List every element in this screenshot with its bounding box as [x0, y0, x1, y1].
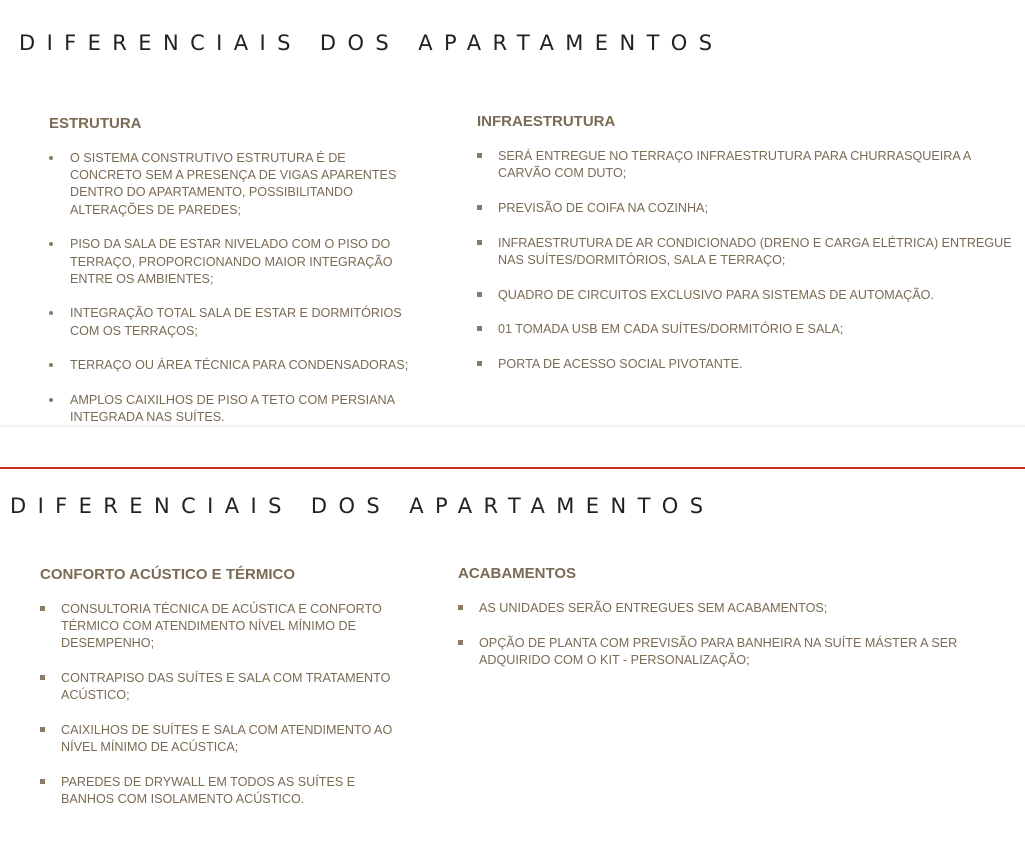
- bullet-square-icon: [477, 292, 482, 297]
- list-item: PISO DA SALA DE ESTAR NIVELADO COM O PISO DO TERRAÇO, PROPORCIONANDO MAIOR INTEGRAÇÃO ENTRE OS AMBIENTES;: [49, 236, 409, 288]
- bullet-square-icon: [40, 675, 45, 680]
- section-acabamentos: [458, 565, 1022, 687]
- bullet-list: [40, 601, 400, 808]
- bullet-list: [49, 150, 409, 426]
- slide-diferenciais-1: [0, 0, 1025, 427]
- bullet-square-icon: [40, 606, 45, 611]
- list-item: PORTA DE ACESSO SOCIAL PIVOTANTE.: [477, 356, 1022, 373]
- section-heading: INFRAESTRUTURA: [477, 113, 616, 130]
- bullet-square-icon: [477, 153, 482, 158]
- section-heading: CONFORTO ACÚSTICO E TÉRMICO: [40, 566, 295, 583]
- bullet-list: [477, 148, 1022, 373]
- bullet-square-icon: [458, 640, 463, 645]
- list-item: SERÁ ENTREGUE NO TERRAÇO INFRAESTRUTURA PARA CHURRASQUEIRA A CARVÃO COM DUTO;: [477, 148, 1022, 182]
- list-item: PAREDES DE DRYWALL EM TODOS AS SUÍTES E BANHOS COM ISOLAMENTO ACÚSTICO.: [40, 774, 400, 808]
- slide-title: DIFERENCIAIS DOS APARTAMENTOS: [19, 31, 724, 55]
- list-item: PREVISÃO DE COIFA NA COZINHA;: [477, 200, 1022, 217]
- list-item: INFRAESTRUTURA DE AR CONDICIONADO (DRENO E CARGA ELÉTRICA) ENTREGUE NAS SUÍTES/DORMITÓRIOS, SALA E TERRAÇO;: [477, 235, 1022, 269]
- section-estrutura: [49, 115, 409, 444]
- section-heading: ESTRUTURA: [49, 115, 142, 132]
- bullet-dot-icon: [49, 156, 53, 160]
- list-item: CONTRAPISO DAS SUÍTES E SALA COM TRATAMENTO ACÚSTICO;: [40, 670, 400, 704]
- bullet-square-icon: [40, 779, 45, 784]
- slide-diferenciais-2: [0, 470, 1025, 860]
- bullet-square-icon: [477, 361, 482, 366]
- section-conforto-acustico: [40, 566, 400, 826]
- section-infraestrutura: [477, 113, 1022, 391]
- slide-edge: [0, 425, 1025, 427]
- slide-title: DIFERENCIAIS DOS APARTAMENTOS: [10, 494, 715, 518]
- list-item: 01 TOMADA USB EM CADA SUÍTES/DORMITÓRIO E SALA;: [477, 321, 1022, 338]
- bullet-square-icon: [477, 326, 482, 331]
- list-item: TERRAÇO OU ÁREA TÉCNICA PARA CONDENSADORAS;: [49, 357, 409, 374]
- bullet-list: [458, 600, 1022, 669]
- bullet-square-icon: [477, 205, 482, 210]
- bullet-square-icon: [40, 727, 45, 732]
- bullet-dot-icon: [49, 363, 53, 367]
- bullet-dot-icon: [49, 311, 53, 315]
- list-item: CONSULTORIA TÉCNICA DE ACÚSTICA E CONFORTO TÉRMICO COM ATENDIMENTO NÍVEL MÍNIMO DE DESEMPENHO;: [40, 601, 400, 653]
- list-item: QUADRO DE CIRCUITOS EXCLUSIVO PARA SISTEMAS DE AUTOMAÇÃO.: [477, 287, 1022, 304]
- section-heading: ACABAMENTOS: [458, 565, 577, 582]
- bullet-dot-icon: [49, 242, 53, 246]
- bullet-dot-icon: [49, 398, 53, 402]
- bullet-square-icon: [477, 240, 482, 245]
- slide-divider: [0, 467, 1025, 469]
- list-item: CAIXILHOS DE SUÍTES E SALA COM ATENDIMENTO AO NÍVEL MÍNIMO DE ACÚSTICA;: [40, 722, 400, 756]
- list-item: O SISTEMA CONSTRUTIVO ESTRUTURA É DE CONCRETO SEM A PRESENÇA DE VIGAS APARENTES DENTRO DO APARTAMENTO, POSSIBILITANDO ALTERAÇÕES DE PAREDES;: [49, 150, 409, 219]
- list-item: AS UNIDADES SERÃO ENTREGUES SEM ACABAMENTOS;: [458, 600, 1022, 617]
- bullet-square-icon: [458, 605, 463, 610]
- list-item: OPÇÃO DE PLANTA COM PREVISÃO PARA BANHEIRA NA SUÍTE MÁSTER A SER ADQUIRIDO COM O KIT - PERSONALIZAÇÃO;: [458, 635, 1022, 669]
- list-item: AMPLOS CAIXILHOS DE PISO A TETO COM PERSIANA INTEGRADA NAS SUÍTES.: [49, 392, 409, 426]
- list-item: INTEGRAÇÃO TOTAL SALA DE ESTAR E DORMITÓRIOS COM OS TERRAÇOS;: [49, 305, 409, 339]
